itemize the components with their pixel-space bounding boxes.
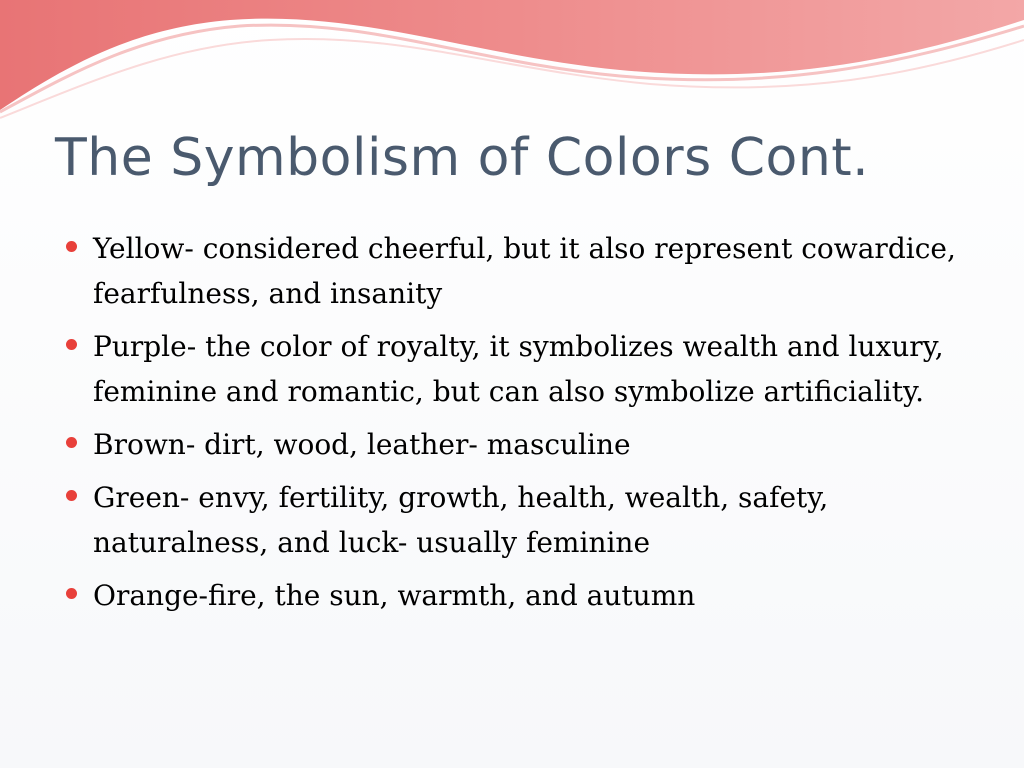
bullet-text: Orange-fire, the sun, warmth, and autumn (93, 579, 696, 612)
bullet-dot-icon (66, 437, 77, 448)
bullet-dot-icon (66, 241, 77, 252)
bullet-dot-icon (66, 339, 77, 350)
bullet-item-yellow (62, 226, 962, 316)
bullet-dot-icon (66, 490, 77, 501)
bullet-text: Green- envy, fertility, growth, health, wealth, safety, naturalness, and luck- usually feminine (93, 481, 829, 559)
bullet-item-purple (62, 324, 962, 414)
bullet-list (62, 226, 962, 626)
bullet-item-brown (62, 422, 962, 467)
bullet-dot-icon (66, 588, 77, 599)
bullet-text: Brown- dirt, wood, leather- masculine (93, 428, 631, 461)
bullet-item-orange (62, 573, 962, 618)
bullet-item-green (62, 475, 962, 565)
header-wave-decoration (0, 0, 1024, 130)
bullet-text: Purple- the color of royalty, it symbolizes wealth and luxury, feminine and romantic, but can also symbolize artificiality. (93, 330, 944, 408)
slide-title: The Symbolism of Colors Cont. (55, 128, 870, 188)
bullet-text: Yellow- considered cheerful, but it also represent cowardice, fearfulness, and insanity (93, 232, 956, 310)
